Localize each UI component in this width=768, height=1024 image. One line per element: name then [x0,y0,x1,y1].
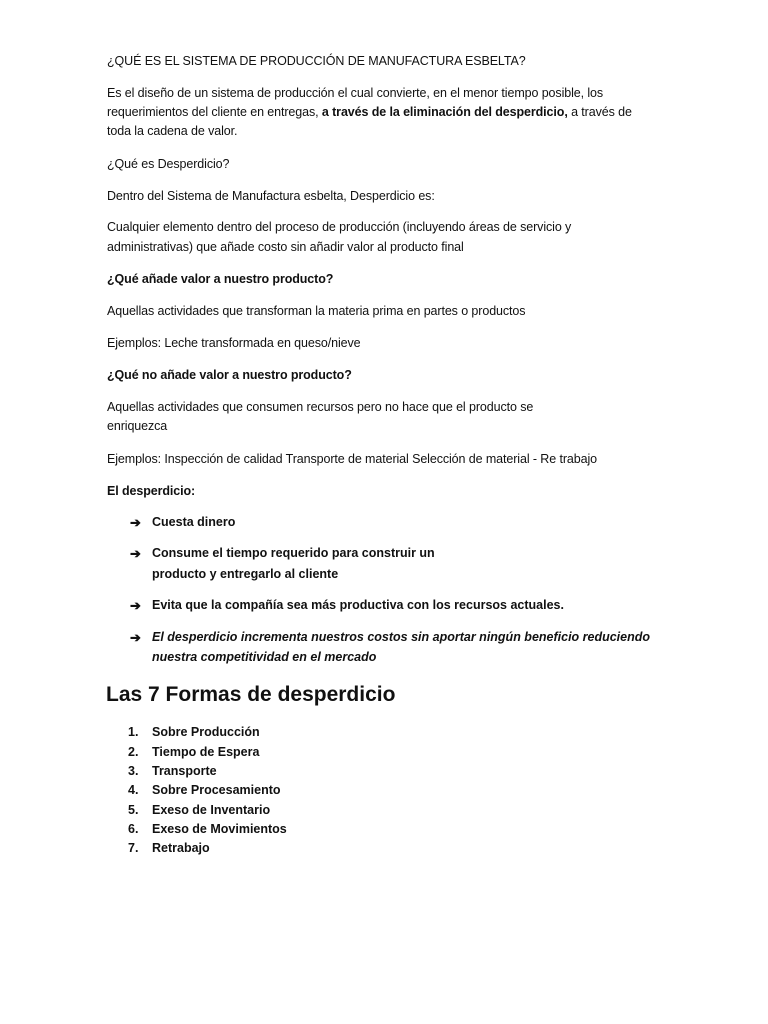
intro-line-2-emphasis: a través de la eliminación del desperdicio, [321,105,568,119]
list-item: Exeso de Movimientos [152,822,287,836]
intro-line-2c: a través de [567,105,632,119]
list-number: 5. [128,803,139,817]
document-title: ¿QUÉ ES EL SISTEMA DE PRODUCCIÓN DE MANUFACTURA ESBELTA? [107,54,526,68]
intro-line-3: toda la cadena de valor. [107,124,238,138]
list-number: 7. [128,841,139,855]
arrow-right-icon: ➔ [130,630,141,645]
list-item: Tiempo de Espera [152,745,260,759]
bullet-item: Evita que la compañía sea más productiva con los recursos actuales. [152,598,564,612]
list-item: Sobre Producción [152,725,260,739]
arrow-right-icon: ➔ [130,515,141,530]
paragraph-waste-definition-2: administrativas) que añade costo sin añadir valor al producto final [107,240,464,254]
intro-line-1: Es el diseño de un sistema de producción el cual convierte, en el menor tiempo posible, los [107,86,604,100]
arrow-right-icon: ➔ [130,546,141,561]
paragraph-waste-definition-1: Cualquier elemento dentro del proceso de producción (incluyendo áreas de servicio y [107,220,572,234]
paragraph-waste-intro: Dentro del Sistema de Manufactura esbelta, Desperdicio es: [107,189,435,203]
list-number: 2. [128,745,139,759]
paragraph-no-value-2: enriquezca [107,419,168,433]
bullet-item: Consume el tiempo requerido para construir un [152,546,435,560]
list-number: 6. [128,822,139,836]
bullet-item: Cuesta dinero [152,515,236,529]
paragraph-no-value-example: Ejemplos: Inspección de calidad Transporte de material Selección de material - Re trabajo [107,452,597,466]
paragraph-adds-value: Aquellas actividades que transforman la materia prima en partes o productos [107,304,526,318]
intro-line-2a: requerimientos del cliente en entregas, [107,105,322,119]
list-item: Exeso de Inventario [152,803,271,817]
bullet-item: El desperdicio incrementa nuestros costos sin aportar ningún beneficio reduciendo [152,630,651,644]
arrow-right-icon: ➔ [130,598,141,613]
bullet-item-continued: nuestra competitividad en el mercado [152,650,377,664]
list-item: Retrabajo [152,841,210,855]
list-number: 3. [128,764,139,778]
list-number: 1. [128,725,139,739]
intro-line-2 [107,103,632,122]
section-heading: Las 7 Formas de desperdicio [106,683,396,706]
bullet-item-continued: producto y entregarlo al cliente [152,567,339,581]
list-item: Sobre Procesamiento [152,783,281,797]
question-adds-value: ¿Qué añade valor a nuestro producto? [107,272,334,286]
paragraph-waste-label: El desperdicio: [107,484,196,498]
list-number: 4. [128,783,139,797]
paragraph-adds-value-example: Ejemplos: Leche transformada en queso/nieve [107,336,361,350]
paragraph-no-value-1: Aquellas actividades que consumen recursos pero no hace que el producto se [107,400,534,414]
question-no-value: ¿Qué no añade valor a nuestro producto? [107,368,352,382]
question-waste: ¿Qué es Desperdicio? [107,157,230,171]
list-item: Transporte [152,764,217,778]
